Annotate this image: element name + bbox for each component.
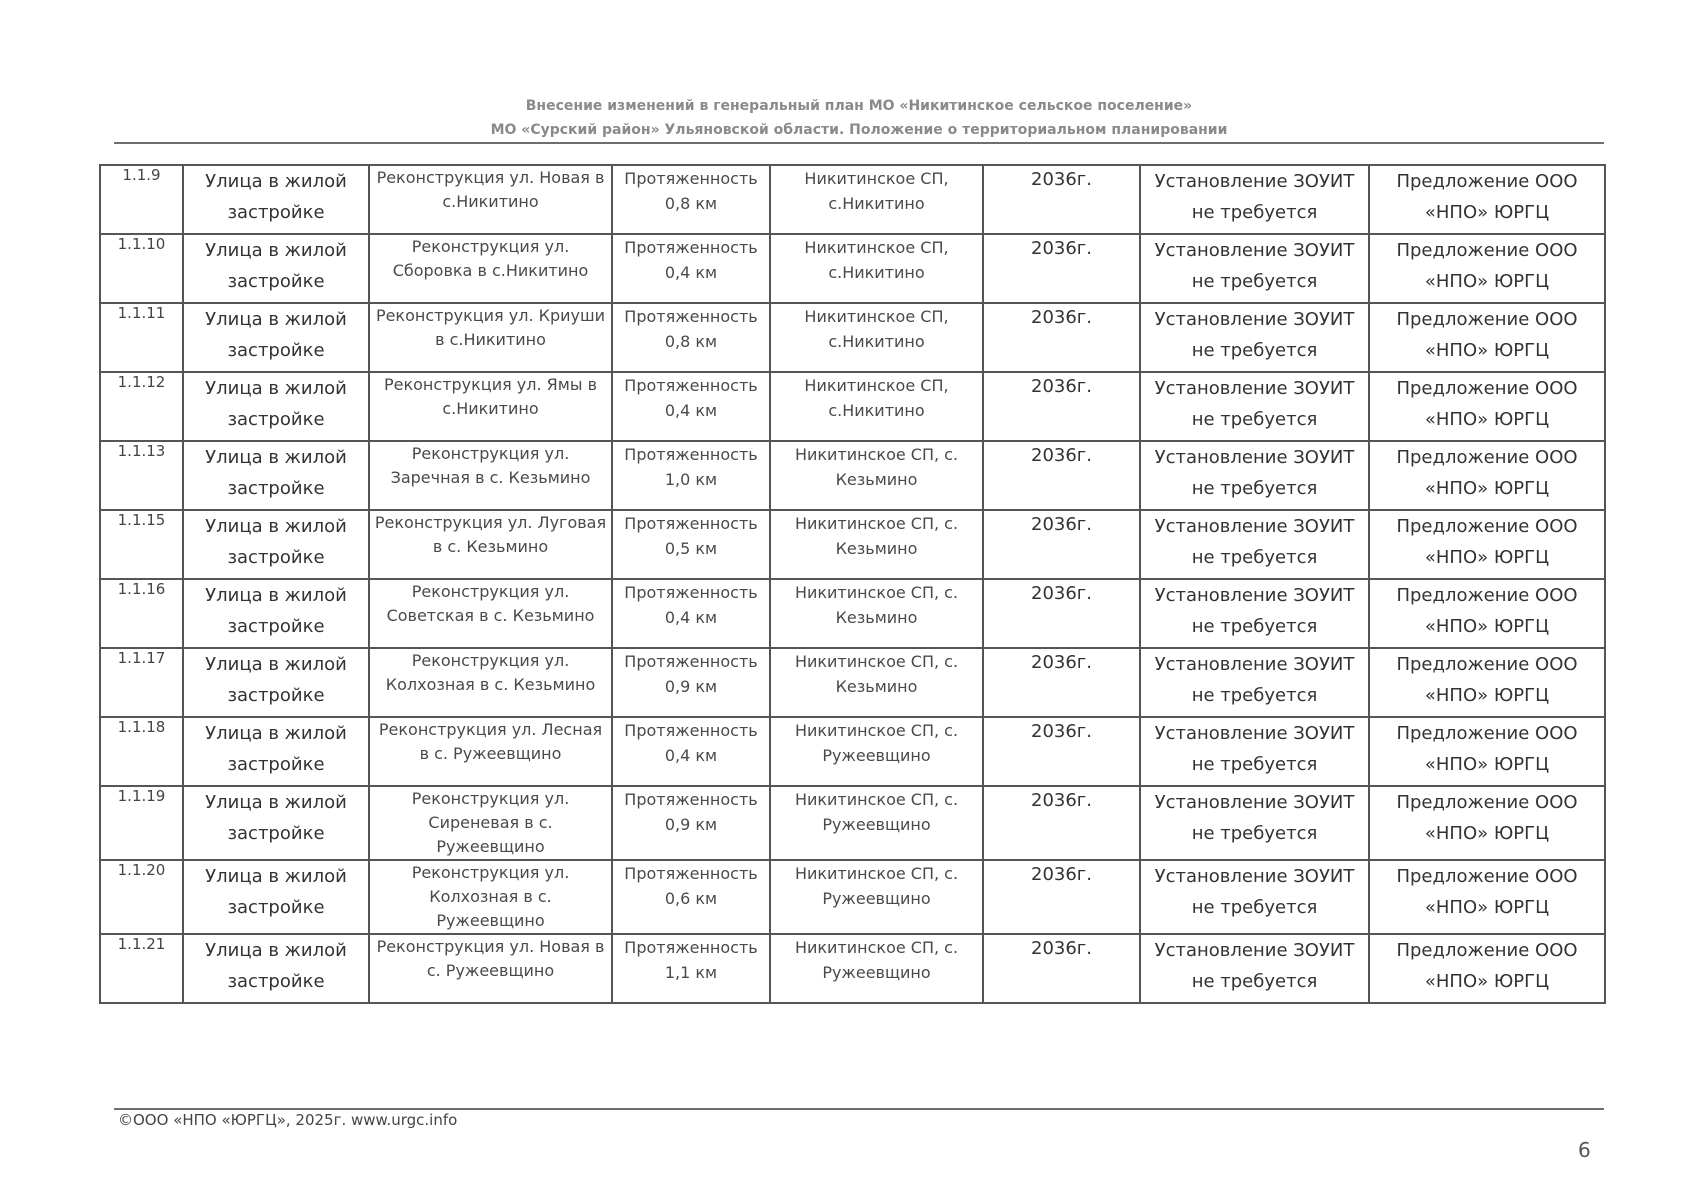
row-number-cell [100,579,183,648]
zouit-cell [1140,165,1369,234]
description-cell [369,786,612,860]
zouit-status: Установление ЗОУИТ не требуется [1154,940,1355,992]
length-label: Протяженность [624,238,758,257]
proposal-cell [1369,717,1605,786]
table-row [100,786,1605,860]
table-row [100,303,1605,372]
length-cell [612,372,770,441]
header-divider [114,142,1604,144]
location-cell [770,510,983,579]
location-village: Кезьмино [835,608,918,627]
location-village: с.Никитино [828,263,925,282]
proposal-source: Предложение ООО «НПО» ЮРГЦ [1396,940,1578,992]
length-value: 0,6 км [664,889,718,908]
description: Реконструкция ул. Новая в с. Ружеевщино [376,937,605,980]
objects-table [99,164,1606,1004]
length-cell [612,234,770,303]
length-cell [612,510,770,579]
header-line-2: МО «Сурский район» Ульяновской области. Положение о территориальном планировании [490,122,1228,138]
year: 2036г. [1031,938,1092,959]
location-cell [770,579,983,648]
object-type-cell [183,786,369,860]
proposal-cell [1369,510,1605,579]
location-village: Кезьмино [835,677,918,696]
zouit-status: Установление ЗОУИТ не требуется [1154,378,1355,430]
location-settlement: Никитинское СП, [804,376,949,395]
year: 2036г. [1031,583,1092,604]
object-type-cell [183,234,369,303]
row-number: 1.1.16 [117,580,166,598]
object-type: Улица в жилой застройке [205,940,347,992]
proposal-cell [1369,860,1605,934]
description: Реконструкция ул. Заречная в с. Кезьмино [390,444,591,487]
location-village: Ружеевщино [822,815,931,834]
location-cell [770,717,983,786]
object-type-cell [183,510,369,579]
year: 2036г. [1031,864,1092,885]
proposal-cell [1369,234,1605,303]
description: Реконструкция ул. Ямы в с.Никитино [383,375,597,418]
object-type: Улица в жилой застройке [205,240,347,292]
object-type: Улица в жилой застройке [205,516,347,568]
description: Реконструкция ул. Лесная в с. Ружеевщино [378,720,603,763]
zouit-cell [1140,934,1369,1003]
year: 2036г. [1031,376,1092,397]
object-type-cell [183,303,369,372]
row-number: 1.1.18 [117,718,166,736]
object-type: Улица в жилой застройке [205,171,347,223]
description: Реконструкция ул. Новая в с.Никитино [376,168,605,211]
proposal-source: Предложение ООО «НПО» ЮРГЦ [1396,447,1578,499]
year-cell [983,234,1140,303]
length-value: 0,4 км [664,608,718,627]
table-row [100,510,1605,579]
description: Реконструкция ул. Луговая в с. Кезьмино [374,513,607,556]
length-label: Протяженность [624,445,758,464]
proposal-source: Предложение ООО «НПО» ЮРГЦ [1396,585,1578,637]
length-value: 0,8 км [664,194,718,213]
object-type: Улица в жилой застройке [205,585,347,637]
table-row [100,934,1605,1003]
table-row [100,372,1605,441]
location-settlement: Никитинское СП, с. [794,514,959,533]
year: 2036г. [1031,169,1092,190]
zouit-status: Установление ЗОУИТ не требуется [1154,309,1355,361]
zouit-status: Установление ЗОУИТ не требуется [1154,866,1355,918]
description: Реконструкция ул. Сборовка в с.Никитино [392,237,589,280]
location-settlement: Никитинское СП, с. [794,938,959,957]
row-number: 1.1.9 [122,166,161,184]
row-number-cell [100,860,183,934]
proposal-source: Предложение ООО «НПО» ЮРГЦ [1396,516,1578,568]
object-type: Улица в жилой застройке [205,792,347,844]
location-cell [770,934,983,1003]
row-number-cell [100,441,183,510]
object-type-cell [183,934,369,1003]
zouit-status: Установление ЗОУИТ не требуется [1154,723,1355,775]
zouit-cell [1140,648,1369,717]
year: 2036г. [1031,445,1092,466]
row-number-cell [100,717,183,786]
location-settlement: Никитинское СП, с. [794,583,959,602]
description-cell [369,510,612,579]
row-number-cell [100,510,183,579]
object-type-cell [183,441,369,510]
page-number: 6 [1578,1138,1591,1162]
proposal-cell [1369,786,1605,860]
row-number: 1.1.17 [117,649,166,667]
length-cell [612,786,770,860]
description-cell [369,860,612,934]
table-body [100,165,1605,1003]
location-settlement: Никитинское СП, с. [794,864,959,883]
table-row [100,165,1605,234]
length-cell [612,165,770,234]
row-number-cell [100,786,183,860]
zouit-status: Установление ЗОУИТ не требуется [1154,240,1355,292]
year-cell [983,860,1140,934]
zouit-cell [1140,303,1369,372]
object-type-cell [183,165,369,234]
length-label: Протяженность [624,583,758,602]
row-number: 1.1.21 [117,935,166,953]
location-village: Кезьмино [835,539,918,558]
row-number: 1.1.15 [117,511,166,529]
year: 2036г. [1031,721,1092,742]
length-value: 1,1 км [664,963,718,982]
location-cell [770,786,983,860]
table-row [100,234,1605,303]
location-settlement: Никитинское СП, с. [794,790,959,809]
row-number-cell [100,648,183,717]
description-cell [369,234,612,303]
object-type-cell [183,372,369,441]
zouit-cell [1140,441,1369,510]
length-value: 0,9 км [664,677,718,696]
location-cell [770,165,983,234]
location-village: Ружеевщино [822,889,931,908]
object-type: Улица в жилой застройке [205,309,347,361]
year-cell [983,372,1140,441]
table-row [100,441,1605,510]
proposal-cell [1369,303,1605,372]
object-type-cell [183,717,369,786]
proposal-cell [1369,934,1605,1003]
zouit-status: Установление ЗОУИТ не требуется [1154,654,1355,706]
location-village: Ружеевщино [822,746,931,765]
proposal-cell [1369,441,1605,510]
description: Реконструкция ул. Колхозная в с. Кезьмино [385,651,596,694]
location-settlement: Никитинское СП, с. [794,721,959,740]
description-cell [369,934,612,1003]
length-value: 0,8 км [664,332,718,351]
row-number: 1.1.12 [117,373,166,391]
description-cell [369,648,612,717]
row-number-cell [100,234,183,303]
location-settlement: Никитинское СП, с. [794,445,959,464]
length-value: 0,5 км [664,539,718,558]
zouit-cell [1140,860,1369,934]
table-row [100,648,1605,717]
header-line-1: Внесение изменений в генеральный план МО «Никитинское сельское поселение» [525,98,1193,114]
proposal-source: Предложение ООО «НПО» ЮРГЦ [1396,866,1578,918]
proposal-source: Предложение ООО «НПО» ЮРГЦ [1396,654,1578,706]
location-settlement: Никитинское СП, [804,238,949,257]
object-type: Улица в жилой застройке [205,378,347,430]
year-cell [983,303,1140,372]
location-cell [770,860,983,934]
length-label: Протяженность [624,790,758,809]
location-cell [770,234,983,303]
proposal-cell [1369,165,1605,234]
location-village: с.Никитино [828,401,925,420]
length-label: Протяженность [624,169,758,188]
length-label: Протяженность [624,307,758,326]
year-cell [983,648,1140,717]
length-label: Протяженность [624,721,758,740]
description: Реконструкция ул. Советская в с. Кезьмино [386,582,595,625]
zouit-cell [1140,510,1369,579]
row-number: 1.1.11 [117,304,166,322]
year-cell [983,579,1140,648]
location-cell [770,303,983,372]
description-cell [369,717,612,786]
proposal-source: Предложение ООО «НПО» ЮРГЦ [1396,309,1578,361]
description-cell [369,579,612,648]
proposal-source: Предложение ООО «НПО» ЮРГЦ [1396,171,1578,223]
zouit-status: Установление ЗОУИТ не требуется [1154,792,1355,844]
location-settlement: Никитинское СП, [804,169,949,188]
proposal-source: Предложение ООО «НПО» ЮРГЦ [1396,723,1578,775]
footer-copyright: ©ООО «НПО «ЮРГЦ», 2025г. www.urgc.info [118,1111,458,1129]
length-cell [612,303,770,372]
table-row [100,717,1605,786]
length-value: 0,4 км [664,263,718,282]
object-type: Улица в жилой застройке [205,723,347,775]
zouit-status: Установление ЗОУИТ не требуется [1154,171,1355,223]
length-label: Протяженность [624,514,758,533]
year: 2036г. [1031,238,1092,259]
length-cell [612,860,770,934]
length-value: 0,4 км [664,746,718,765]
location-village: Ружеевщино [822,963,931,982]
page-header [114,94,1604,142]
location-settlement: Никитинское СП, [804,307,949,326]
object-type-cell [183,860,369,934]
description-cell [369,165,612,234]
length-cell [612,441,770,510]
length-cell [612,717,770,786]
zouit-status: Установление ЗОУИТ не требуется [1154,516,1355,568]
table-row [100,579,1605,648]
description: Реконструкция ул. Колхозная в с. Ружеевщино [411,863,570,930]
length-cell [612,648,770,717]
row-number: 1.1.20 [117,861,166,879]
location-cell [770,441,983,510]
row-number: 1.1.10 [117,235,166,253]
proposal-cell [1369,579,1605,648]
length-label: Протяженность [624,864,758,883]
zouit-cell [1140,372,1369,441]
table-row [100,860,1605,934]
location-village: Кезьмино [835,470,918,489]
length-label: Протяженность [624,652,758,671]
row-number-cell [100,165,183,234]
length-value: 0,9 км [664,815,718,834]
row-number-cell [100,934,183,1003]
year-cell [983,510,1140,579]
location-village: с.Никитино [828,194,925,213]
year-cell [983,717,1140,786]
length-cell [612,934,770,1003]
year: 2036г. [1031,514,1092,535]
length-value: 1,0 км [664,470,718,489]
zouit-cell [1140,579,1369,648]
year-cell [983,934,1140,1003]
year-cell [983,786,1140,860]
year: 2036г. [1031,652,1092,673]
object-type: Улица в жилой застройке [205,654,347,706]
length-label: Протяженность [624,938,758,957]
location-cell [770,648,983,717]
footer-divider [114,1108,1604,1110]
row-number-cell [100,303,183,372]
proposal-cell [1369,648,1605,717]
zouit-cell [1140,786,1369,860]
row-number: 1.1.19 [117,787,166,805]
length-cell [612,579,770,648]
year: 2036г. [1031,307,1092,328]
zouit-cell [1140,234,1369,303]
year-cell [983,441,1140,510]
description: Реконструкция ул. Криуши в с.Никитино [375,306,606,349]
description-cell [369,372,612,441]
object-type: Улица в жилой застройке [205,866,347,918]
row-number-cell [100,372,183,441]
length-label: Протяженность [624,376,758,395]
row-number: 1.1.13 [117,442,166,460]
zouit-status: Установление ЗОУИТ не требуется [1154,585,1355,637]
description-cell [369,303,612,372]
year-cell [983,165,1140,234]
description-cell [369,441,612,510]
proposal-source: Предложение ООО «НПО» ЮРГЦ [1396,792,1578,844]
proposal-source: Предложение ООО «НПО» ЮРГЦ [1396,240,1578,292]
location-cell [770,372,983,441]
location-village: с.Никитино [828,332,925,351]
length-value: 0,4 км [664,401,718,420]
proposal-source: Предложение ООО «НПО» ЮРГЦ [1396,378,1578,430]
object-type-cell [183,648,369,717]
year: 2036г. [1031,790,1092,811]
object-type-cell [183,579,369,648]
description: Реконструкция ул. Сиреневая в с. Ружеевщино [411,789,570,856]
proposal-cell [1369,372,1605,441]
location-settlement: Никитинское СП, с. [794,652,959,671]
zouit-status: Установление ЗОУИТ не требуется [1154,447,1355,499]
zouit-cell [1140,717,1369,786]
object-type: Улица в жилой застройке [205,447,347,499]
